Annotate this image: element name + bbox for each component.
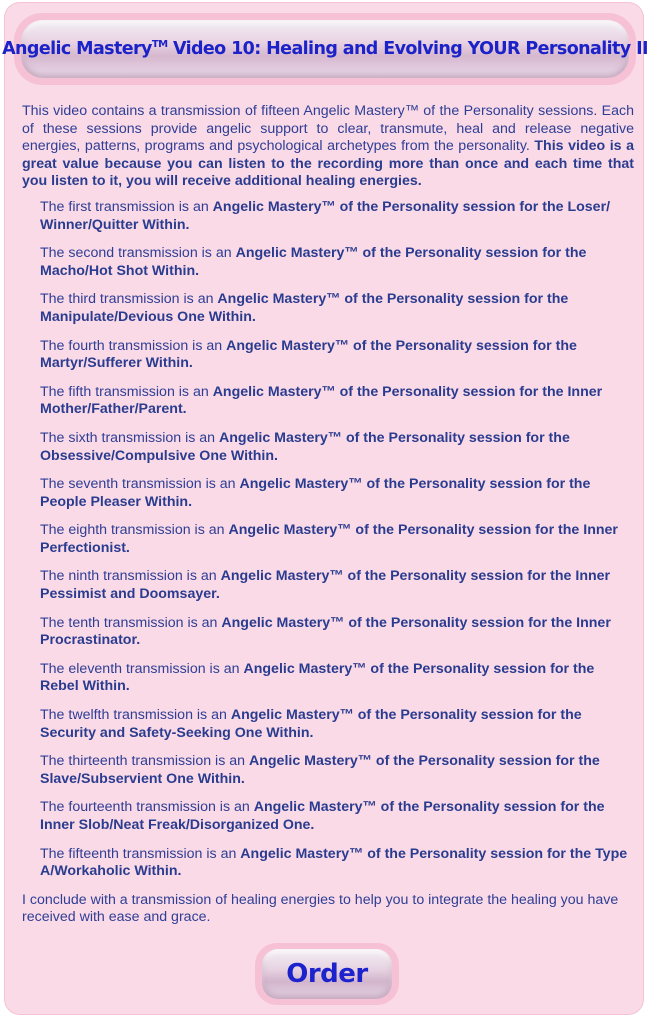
intro-paragraph: This video contains a transmission of fifteen Angelic Mastery™ of the Personality sessions. Each of these sessions provide angelic support to clear, transmute, heal and release negative energies, patterns, programs and psychological archetypes from the personality. This video is a great value because you can listen to the recording more than once and each time that you listen to it, you will receive additional healing energies.: [22, 103, 634, 190]
order-button[interactable]: Order: [262, 949, 392, 999]
list-item: The twelfth transmission is an Angelic Mastery™ of the Personality session for the Security and Safety-Seeking One Within.: [40, 707, 582, 741]
conclusion-paragraph: I conclude with a transmission of healing energies to help you to integrate the healing you have received with ease and grace.: [22, 891, 619, 926]
list-item: The seventh transmission is an Angelic Mastery™ of the Personality session for the People Pleaser Within.: [40, 476, 591, 510]
transmission-list: [40, 199, 634, 881]
list-item: The fifteenth transmission is an Angelic Mastery™ of the Personality session for the Type A/Workaholic Within.: [40, 845, 628, 880]
title-frame: [2, 13, 648, 85]
list-item: The eleventh transmission is an Angelic Mastery™ of the Personality session for the Rebel Within.: [40, 660, 595, 695]
list-item: The sixth transmission is an Angelic Mastery™ of the Personality session for the Obsessive/Compulsive One Within.: [40, 429, 570, 464]
product-panel: [2, 2, 648, 1015]
list-item: The tenth transmission is an Angelic Mastery™ of the Personality session for the Inner Procrastinator.: [40, 614, 611, 649]
title-bar: [2, 20, 648, 78]
page-title: Angelic Mastery™ Video 10: Healing and Evolving YOUR Personality II: [2, 39, 648, 59]
list-item: The fourteenth transmission is an Angelic Mastery™ of the Personality session for the Inner Slob/Neat Freak/Disorganized One.: [40, 799, 605, 833]
list-item: The third transmission is an Angelic Mastery™ of the Personality session for the Manipulate/Devious One Within.: [40, 291, 569, 325]
list-item: The eighth transmission is an Angelic Mastery™ of the Personality session for the Inner Perfectionist.: [40, 522, 618, 556]
description: [22, 103, 634, 927]
list-item: The fifth transmission is an Angelic Mastery™ of the Personality session for the Inner Mother/Father/Parent.: [40, 383, 603, 418]
list-item: The thirteenth transmission is an Angelic Mastery™ of the Personality session for the Slave/Subservient One Within.: [40, 753, 600, 787]
list-item: The ninth transmission is an Angelic Mastery™ of the Personality session for the Inner Pessimist and Doomsayer.: [40, 568, 611, 603]
order-button-frame: [255, 943, 399, 1005]
list-item: The first transmission is an Angelic Mastery™ of the Personality session for the Loser/ Winner/Quitter Within.: [40, 198, 611, 233]
list-item: The second transmission is an Angelic Mastery™ of the Personality session for the Macho/Hot Shot Within.: [40, 245, 587, 279]
list-item: The fourth transmission is an Angelic Mastery™ of the Personality session for the Martyr/Sufferer Within.: [40, 337, 577, 372]
